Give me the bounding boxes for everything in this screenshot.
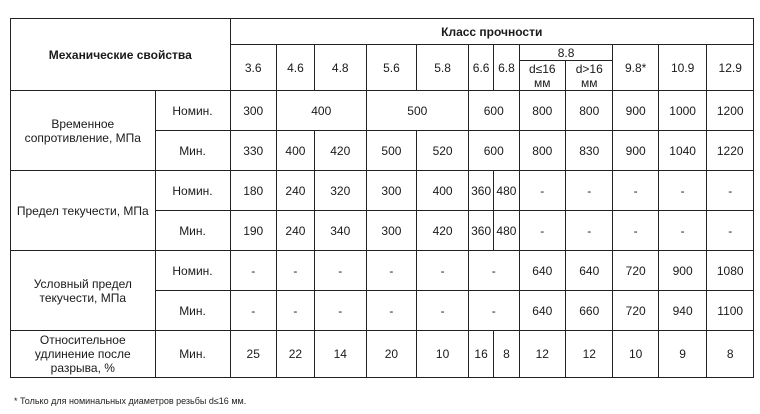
table-cell: - — [519, 171, 565, 211]
property-label-elongation: Относительное удлинение после разрыва, % — [11, 331, 156, 378]
properties-header: Механические свойства — [11, 19, 231, 91]
subclass-header: d>16 мм — [566, 61, 613, 91]
table-cell: 420 — [417, 211, 469, 251]
table-cell: 360 — [468, 171, 493, 211]
class-header: 4.8 — [314, 45, 366, 91]
table-cell: 640 — [566, 251, 613, 291]
table-cell: - — [707, 211, 754, 251]
table-cell: 500 — [366, 131, 417, 171]
table-cell: 20 — [366, 331, 417, 378]
table-cell: 420 — [314, 131, 366, 171]
table-cell: 1000 — [658, 91, 707, 131]
table-cell: 400 — [417, 171, 469, 211]
table-cell: - — [314, 251, 366, 291]
table-cell: 1100 — [707, 291, 754, 331]
value-type: Номин. — [155, 171, 230, 211]
table-cell: 300 — [366, 211, 417, 251]
table-cell: - — [230, 291, 276, 331]
table-cell: 900 — [613, 91, 658, 131]
table-cell: - — [366, 251, 417, 291]
table-cell: - — [314, 291, 366, 331]
class-header: 5.8 — [417, 45, 469, 91]
table-cell: 800 — [566, 91, 613, 131]
table-cell: 300 — [230, 91, 276, 131]
property-label-tensile: Временное сопротивление, МПа — [11, 91, 156, 171]
table-cell: 1200 — [707, 91, 754, 131]
table-cell: - — [658, 211, 707, 251]
table-cell: 800 — [519, 91, 565, 131]
table-cell: 1080 — [707, 251, 754, 291]
table-cell: 300 — [366, 171, 417, 211]
table-cell: - — [613, 171, 658, 211]
table-cell: 660 — [566, 291, 613, 331]
table-cell: 240 — [276, 171, 314, 211]
table-cell: 640 — [519, 291, 565, 331]
table-cell: 900 — [658, 251, 707, 291]
class-header-8-8: 8.8 — [519, 45, 613, 61]
table-cell: 520 — [417, 131, 469, 171]
subclass-header: d≤16 мм — [519, 61, 565, 91]
table-cell: 800 — [519, 131, 565, 171]
mechanical-properties-table-wrapper — [10, 18, 754, 378]
value-type: Мин. — [155, 291, 230, 331]
table-cell: - — [658, 171, 707, 211]
table-cell: - — [468, 291, 519, 331]
table-cell: - — [613, 211, 658, 251]
table-cell: 330 — [230, 131, 276, 171]
table-cell: 190 — [230, 211, 276, 251]
mechanical-properties-table — [10, 18, 754, 378]
table-cell: 400 — [276, 131, 314, 171]
table-cell: 180 — [230, 171, 276, 211]
table-cell: - — [566, 171, 613, 211]
table-cell: 25 — [230, 331, 276, 378]
class-header: 3.6 — [230, 45, 276, 91]
table-cell: 900 — [613, 131, 658, 171]
table-cell: 400 — [276, 91, 366, 131]
class-header: 12.9 — [707, 45, 754, 91]
table-cell: - — [566, 211, 613, 251]
class-header: 9.8* — [613, 45, 658, 91]
table-cell: 360 — [468, 211, 493, 251]
table-cell: 240 — [276, 211, 314, 251]
class-header: 6.8 — [494, 45, 519, 91]
class-header: 10.9 — [658, 45, 707, 91]
table-cell: 12 — [519, 331, 565, 378]
class-header: 4.6 — [276, 45, 314, 91]
table-cell: 500 — [366, 91, 468, 131]
table-cell: - — [468, 251, 519, 291]
table-cell: 940 — [658, 291, 707, 331]
table-cell: - — [230, 251, 276, 291]
strength-class-header: Класс прочности — [230, 19, 754, 45]
table-cell: 320 — [314, 171, 366, 211]
value-type: Мин. — [155, 211, 230, 251]
table-cell: 480 — [494, 211, 519, 251]
table-cell: - — [519, 211, 565, 251]
value-type: Мин. — [155, 131, 230, 171]
value-type: Мин. — [155, 331, 230, 378]
table-cell: - — [276, 251, 314, 291]
table-cell: - — [276, 291, 314, 331]
table-cell: 10 — [417, 331, 469, 378]
property-label-proof: Условный предел текучести, МПа — [11, 251, 156, 331]
table-cell: 1220 — [707, 131, 754, 171]
table-cell: - — [366, 291, 417, 331]
table-cell: - — [707, 171, 754, 211]
table-cell: 830 — [566, 131, 613, 171]
table-cell: 720 — [613, 291, 658, 331]
table-cell: 720 — [613, 251, 658, 291]
class-header: 6.6 — [468, 45, 493, 91]
table-cell: 640 — [519, 251, 565, 291]
footnote: * Только для номинальных диаметров резьбы d≤16 мм. — [14, 396, 247, 406]
value-type: Номин. — [155, 91, 230, 131]
table-cell: 14 — [314, 331, 366, 378]
table-cell: 8 — [707, 331, 754, 378]
table-cell: 600 — [468, 91, 519, 131]
table-cell: 10 — [613, 331, 658, 378]
table-cell: - — [417, 251, 469, 291]
table-cell: 22 — [276, 331, 314, 378]
table-cell: 16 — [468, 331, 493, 378]
table-cell: 12 — [566, 331, 613, 378]
table-cell: 1040 — [658, 131, 707, 171]
table-cell: 600 — [468, 131, 519, 171]
value-type: Номин. — [155, 251, 230, 291]
table-cell: 340 — [314, 211, 366, 251]
table-cell: - — [417, 291, 469, 331]
class-header: 5.6 — [366, 45, 417, 91]
table-cell: 480 — [494, 171, 519, 211]
table-cell: 8 — [494, 331, 519, 378]
table-cell: 9 — [658, 331, 707, 378]
property-label-yield: Предел текучести, МПа — [11, 171, 156, 251]
